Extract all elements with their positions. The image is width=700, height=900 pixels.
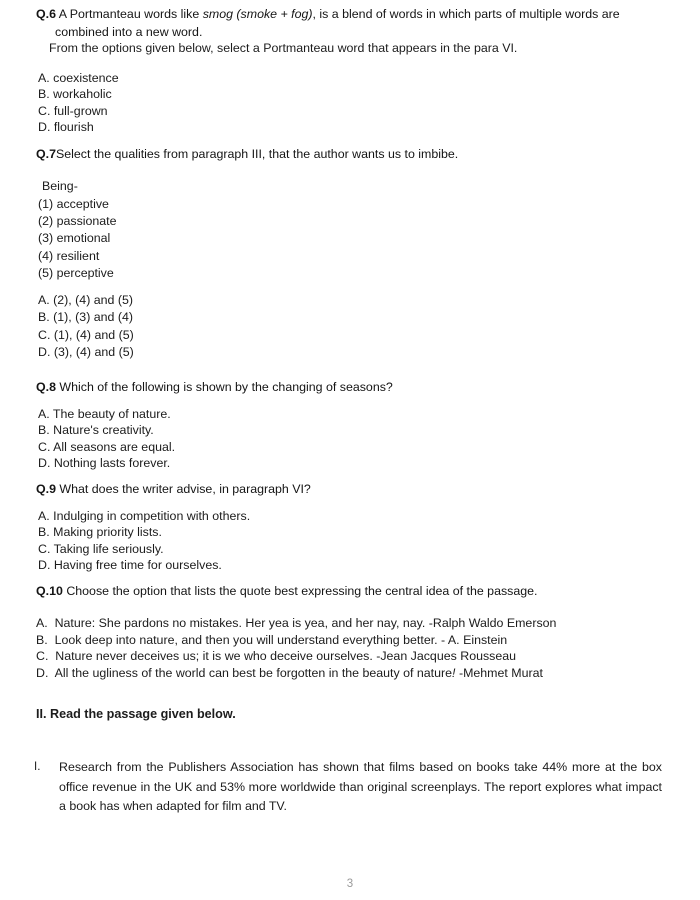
option-item[interactable]: A. The beauty of nature.: [38, 407, 171, 421]
page-number: 3: [346, 878, 354, 890]
option-item[interactable]: C. (1), (4) and (5): [38, 327, 134, 342]
option-item[interactable]: C. All seasons are equal.: [38, 439, 176, 454]
option-item[interactable]: D. (3), (4) and (5): [38, 345, 134, 360]
passage-text: Research from the Publishers Association has shown that films based on books take 44% more at the box office revenue in the UK and 53% more worldwide than original screenplays. The report explores what impact a book has when adapted for film and TV.: [59, 760, 662, 813]
question-7-text: Select the qualities from paragraph III, that the author wants us to imbibe.: [55, 147, 459, 161]
option-item[interactable]: C. Taking life seriously.: [38, 541, 164, 556]
option-item[interactable]: [36, 665, 696, 682]
option-item[interactable]: B. Look deep into nature, and then you will understand everything better. - A. Einstein: [36, 632, 508, 647]
question-7-options: [38, 292, 338, 362]
list-item: (1) acceptive: [38, 197, 109, 211]
question-6-text-part2: , is a blend of words in which parts of multiple words are combined into a new word.: [55, 7, 620, 39]
question-7-sublist: [38, 196, 288, 282]
question-8-number: Q.8: [36, 380, 56, 394]
question-8-text: Which of the following is shown by the changing of seasons?: [55, 380, 393, 394]
option-d-italic-mark: !: [452, 665, 456, 680]
option-item[interactable]: A. Indulging in competition with others.: [38, 509, 251, 523]
list-item: (5) perceptive: [38, 265, 114, 280]
question-7-number: Q.7: [36, 147, 56, 161]
question-10-options: [36, 615, 696, 681]
question-9-options: [38, 508, 398, 574]
question-6-continuation: From the options given below, select a Portmanteau word that appears in the para VI.: [49, 41, 518, 55]
option-item[interactable]: A. Nature: She pardons no mistakes. Her yea is yea, and her nay, nay. -Ralph Waldo Emerson: [36, 616, 557, 630]
question-10-prompt: [36, 583, 656, 601]
section-2-heading: II. Read the passage given below.: [36, 707, 236, 721]
question-7-prompt: [36, 146, 636, 164]
question-6-options: [38, 70, 338, 136]
option-item[interactable]: D. flourish: [38, 120, 94, 135]
question-10-text: Choose the option that lists the quote best expressing the central idea of the passage.: [62, 584, 538, 598]
option-item[interactable]: C. Nature never deceives us; it is we who deceive ourselves. -Jean Jacques Rousseau: [36, 649, 517, 664]
question-10-number: Q.10: [36, 584, 63, 598]
option-item[interactable]: B. (1), (3) and (4): [38, 310, 134, 325]
question-6-prompt: [36, 6, 626, 41]
passage-marker: I.: [34, 761, 41, 773]
option-item[interactable]: D. Having free time for ourselves.: [38, 558, 222, 573]
question-6-number: Q.6: [36, 7, 56, 21]
question-9-text: What does the writer advise, in paragraph VI?: [55, 482, 311, 496]
question-9-number: Q.9: [36, 482, 56, 496]
list-item: (4) resilient: [38, 248, 100, 263]
option-item[interactable]: C. full-grown: [38, 103, 108, 118]
question-7-sublist-heading: Being-: [42, 179, 78, 193]
option-item[interactable]: D. Nothing lasts forever.: [38, 456, 171, 471]
option-item[interactable]: B. workaholic: [38, 87, 112, 102]
option-d-text: D. All the ugliness of the world can best be forgotten in the beauty of nature: [36, 665, 453, 680]
passage-block: [34, 758, 662, 817]
option-item[interactable]: A. coexistence: [38, 71, 119, 85]
question-8-prompt: [36, 379, 636, 397]
option-d-attribution: -Mehmet Murat: [455, 665, 543, 680]
option-item[interactable]: B. Making priority lists.: [38, 525, 162, 540]
list-item: (2) passionate: [38, 214, 117, 229]
question-8-options: [38, 406, 358, 472]
option-item[interactable]: A. (2), (4) and (5): [38, 293, 134, 307]
question-6-text-part1: A Portmanteau words like: [55, 7, 203, 21]
question-6-italic-example: smog (smoke + fog): [202, 7, 313, 21]
question-9-prompt: [36, 481, 636, 499]
option-item[interactable]: B. Nature's creativity.: [38, 423, 154, 438]
list-item: (3) emotional: [38, 231, 111, 246]
